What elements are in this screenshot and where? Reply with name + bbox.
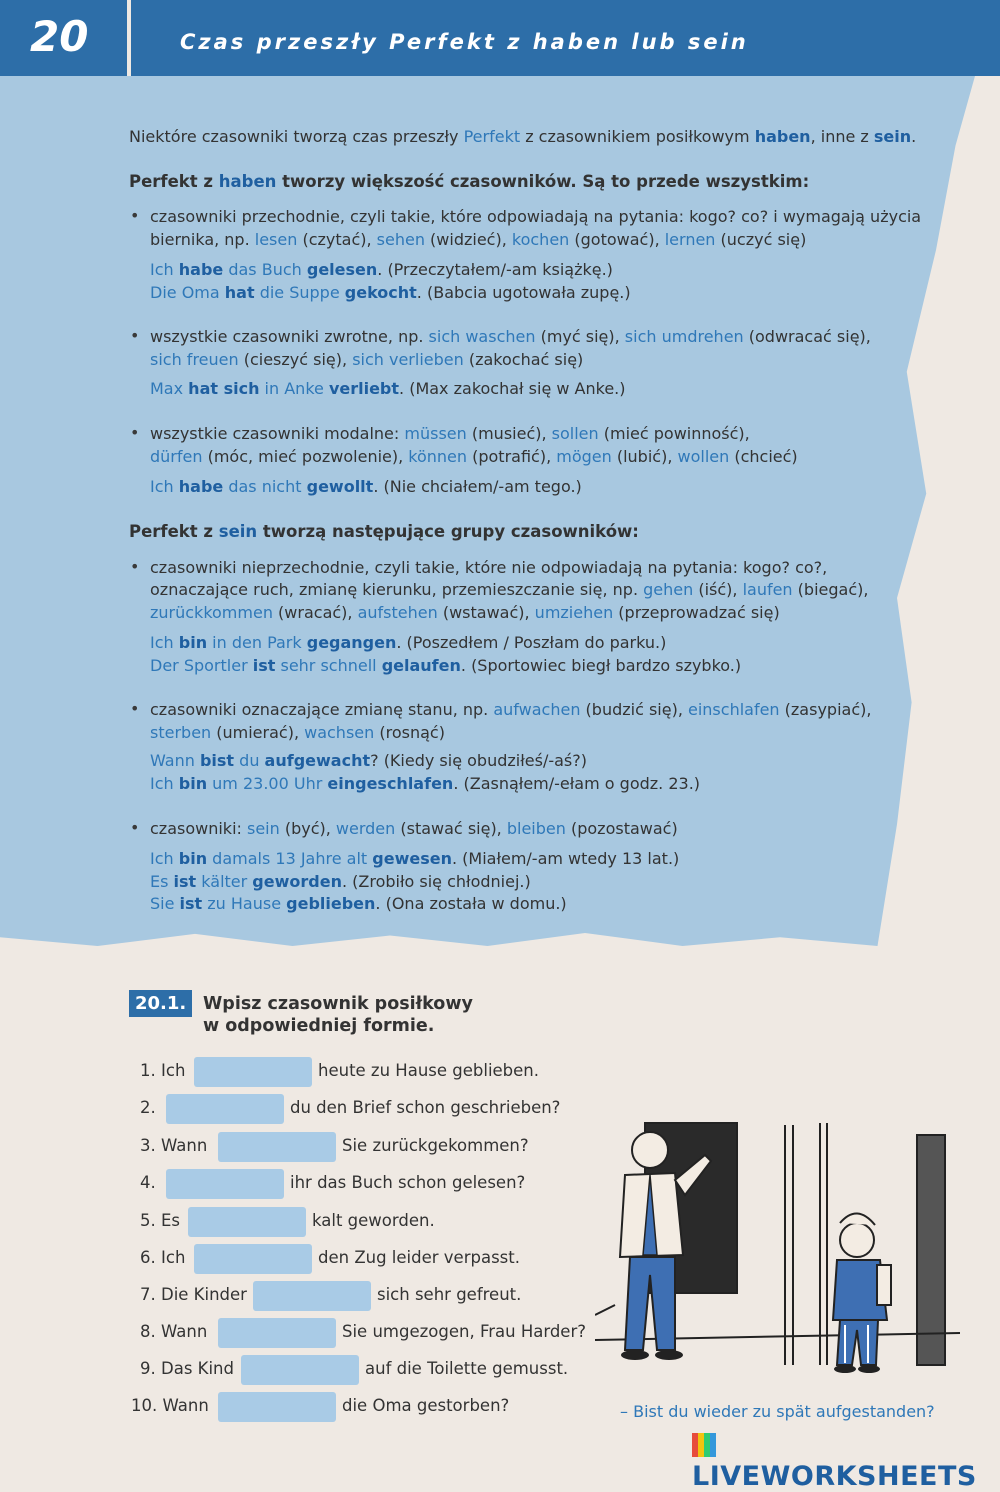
ex: du [234, 751, 265, 770]
item-prefix: Wann [162, 1396, 209, 1415]
item-prefix: Wann [161, 1136, 208, 1155]
ex-translation: ? (Kiedy się obudziłeś/-aś?) [370, 751, 587, 770]
ex: Wann [150, 751, 200, 770]
answer-gap-7[interactable] [253, 1281, 371, 1311]
heading-part: Perfekt z [129, 172, 219, 191]
intro-part: z czasownikiem posiłkowym [520, 127, 755, 146]
ex-aux: bin [178, 774, 208, 793]
bullet6-example2 [150, 871, 531, 893]
heading-part: Perfekt z [129, 522, 219, 541]
item-prefix: Die Kinder [161, 1285, 247, 1304]
ex-aux: ist [252, 656, 276, 675]
item-prefix: Ich [161, 1061, 186, 1080]
text: czasowniki: [150, 819, 247, 838]
ex-aux: hat [224, 283, 255, 302]
bullet-dot: • [130, 326, 140, 345]
ex-participle: gewollt [306, 477, 374, 496]
term: bleiben [506, 819, 566, 838]
text: oznaczające ruch, zmianę kierunku, przemieszczanie się, np. [150, 580, 644, 599]
term: gehen [643, 580, 694, 599]
bullet5-line1 [150, 699, 871, 721]
intro-haben: haben [754, 127, 811, 146]
ex-aux: habe [178, 477, 224, 496]
exercise-item-6 [140, 1248, 185, 1267]
answer-gap-9[interactable] [241, 1355, 359, 1385]
heading-part: tworzą następujące grupy czasowników: [257, 522, 639, 541]
answer-input-4[interactable] [166, 1169, 284, 1199]
answer-gap-6[interactable] [194, 1244, 312, 1274]
item-number: 2. [140, 1098, 156, 1117]
term: sich verlieben [352, 350, 464, 369]
bullet3-line1 [150, 423, 750, 445]
ex: Ich [150, 633, 179, 652]
text: biernika, np. [150, 230, 255, 249]
term: sterben [150, 723, 212, 742]
text: (wracać), [272, 603, 358, 622]
page-header [0, 0, 1000, 76]
term: dürfen [150, 447, 203, 466]
bullet4-example2 [150, 655, 741, 677]
term: sollen [551, 424, 599, 443]
item-number: 9. [140, 1359, 156, 1378]
intro-part: Niektóre czasowniki tworzą czas przeszły [129, 127, 464, 146]
exercise-item-7 [140, 1285, 247, 1304]
bullet1-line2 [150, 229, 806, 251]
ex-participle: gelaufen [381, 656, 461, 675]
bullet4-line1: czasowniki nieprzechodnie, czyli takie, które nie odpowiadają na pytania: kogo? co?, [150, 558, 828, 577]
item-suffix: Sie zurückgekommen? [342, 1136, 529, 1155]
ex-translation: . (Przeczytałem/-am książkę.) [377, 260, 613, 279]
ex: die Suppe [254, 283, 345, 302]
text: (lubić), [611, 447, 678, 466]
text: wszystkie czasowniki zwrotne, np. [150, 327, 429, 346]
chapter-number: 20 [30, 12, 89, 61]
term: aufwachen [493, 700, 581, 719]
ex-translation: . (Max zakochał się w Anke.) [399, 379, 626, 398]
ex: Es [150, 872, 174, 891]
ex: zu Hause [202, 894, 287, 913]
item-prefix: Es [161, 1211, 181, 1230]
ex-translation: . (Ona została w domu.) [375, 894, 567, 913]
item-number: 6. [140, 1248, 156, 1267]
term: umziehen [534, 603, 614, 622]
answer-input-6[interactable] [194, 1244, 312, 1274]
exercise-title-line: w odpowiedniej formie. [203, 1016, 435, 1036]
header-divider [127, 0, 131, 76]
item-suffix: Sie umgezogen, Frau Harder? [342, 1322, 587, 1341]
ex-aux: bin [178, 849, 208, 868]
ex: in Anke [259, 379, 329, 398]
answer-input-10[interactable] [218, 1392, 336, 1422]
ex-aux: hat sich [188, 379, 260, 398]
text: (iść), [693, 580, 743, 599]
answer-gap-5[interactable] [188, 1207, 306, 1237]
bullet4-line3 [150, 602, 780, 624]
ex: damals 13 Jahre alt [207, 849, 373, 868]
exercise-item-3 [140, 1136, 207, 1155]
intro-term: Perfekt [463, 127, 521, 146]
item-suffix: kalt geworden. [312, 1211, 435, 1230]
term: mögen [556, 447, 612, 466]
term: können [408, 447, 468, 466]
text: (rosnąć) [374, 723, 445, 742]
term: wachsen [304, 723, 375, 742]
answer-gap-8[interactable] [218, 1318, 336, 1348]
item-suffix: du den Brief schon geschrieben? [290, 1098, 561, 1117]
answer-gap-3[interactable] [218, 1132, 336, 1162]
answer-gap-4[interactable] [166, 1169, 284, 1199]
term: sich umdrehen [624, 327, 744, 346]
exercise-title-line: Wpisz czasownik posiłkowy [203, 994, 473, 1014]
ex-participle: geblieben [286, 894, 376, 913]
ex: Die Oma [150, 283, 225, 302]
term: zurückkommen [150, 603, 273, 622]
text: (zakochać się) [463, 350, 584, 369]
item-suffix: ihr das Buch schon gelesen? [290, 1173, 526, 1192]
item-suffix: die Oma gestorben? [342, 1396, 510, 1415]
intro-sein: sein [873, 127, 912, 146]
ex: um 23.00 Uhr [207, 774, 328, 793]
item-number: 1. [140, 1061, 156, 1080]
ex-translation: . (Sportowiec biegł bardzo szybko.) [460, 656, 742, 675]
item-prefix: Wann [161, 1322, 208, 1341]
item-number: 10. [131, 1396, 158, 1415]
ex-translation: . (Zrobiło się chłodniej.) [341, 872, 531, 891]
text: (stawać się), [395, 819, 507, 838]
text: (musieć), [466, 424, 552, 443]
item-prefix: Das Kind [161, 1359, 234, 1378]
text: (myć się), [535, 327, 625, 346]
term: sehen [376, 230, 425, 249]
ex: Ich [150, 477, 179, 496]
term: sich waschen [428, 327, 536, 346]
text: (widzieć), [424, 230, 512, 249]
text: (uczyć się) [715, 230, 807, 249]
brand-name: LIVEWORKSHEETS [692, 1461, 977, 1492]
answer-input-5[interactable] [188, 1207, 306, 1237]
liveworksheets-logo [692, 1430, 1000, 1492]
exercise-item-10 [131, 1396, 209, 1415]
answer-input-1[interactable] [194, 1057, 312, 1087]
item-suffix: auf die Toilette gemusst. [365, 1359, 569, 1378]
intro-part: . [911, 127, 917, 146]
term: laufen [742, 580, 793, 599]
ex-translation: . (Nie chciałem/-am tego.) [373, 477, 582, 496]
ex: Der Sportler [150, 656, 253, 675]
answer-input-9[interactable] [241, 1355, 359, 1385]
bullet6-example3 [150, 893, 567, 915]
item-number: 4. [140, 1173, 156, 1192]
item-number: 8. [140, 1322, 156, 1341]
ex-translation: . (Zasnąłem/-ełam o godz. 23.) [453, 774, 701, 793]
bullet2-line1 [150, 326, 871, 348]
exercise-item-9 [140, 1359, 234, 1378]
term: wollen [677, 447, 730, 466]
term: sein [246, 819, 280, 838]
text: (czytać), [297, 230, 377, 249]
text: (umierać), [211, 723, 305, 742]
text: (przeprowadzać się) [613, 603, 780, 622]
ex: das nicht [223, 477, 307, 496]
ex-participle: gewesen [372, 849, 452, 868]
text: (cieszyć się), [238, 350, 353, 369]
answer-input-8[interactable] [218, 1318, 336, 1348]
heading-sein: sein [218, 522, 258, 541]
bullet1-example1 [150, 259, 613, 281]
bullet-dot: • [130, 557, 140, 576]
ex: Ich [150, 260, 179, 279]
text: czasowniki oznaczające zmianę stanu, np. [150, 700, 494, 719]
bullet6-line1 [150, 818, 678, 840]
text: (odwracać się), [743, 327, 871, 346]
bullet6-example1 [150, 848, 679, 870]
item-suffix: sich sehr gefreut. [377, 1285, 522, 1304]
ex: Sie [150, 894, 180, 913]
answer-gap-10[interactable] [218, 1392, 336, 1422]
intro-text [129, 126, 916, 148]
text: (być), [279, 819, 336, 838]
ex-participle: gelesen [306, 260, 378, 279]
text: (potrafić), [467, 447, 557, 466]
ex-participle: verliebt [328, 379, 400, 398]
term: lesen [254, 230, 298, 249]
heading-haben: haben [218, 172, 277, 191]
bullet5-example2 [150, 773, 700, 795]
exercise-item-8 [140, 1322, 207, 1341]
term: müssen [404, 424, 467, 443]
text: (gotować), [569, 230, 665, 249]
term: lernen [664, 230, 716, 249]
item-number: 7. [140, 1285, 156, 1304]
cartoon-caption: – Bist du wieder zu spät aufgestanden? [620, 1402, 935, 1421]
answer-input-7[interactable] [253, 1281, 371, 1311]
exercise-item-2 [140, 1098, 156, 1117]
text: (zasypiać), [779, 700, 872, 719]
exercise-title [203, 993, 473, 1037]
ex-aux: ist [173, 872, 197, 891]
cartoon-illustration [595, 1115, 965, 1395]
text: (chcieć) [729, 447, 798, 466]
answer-input-3[interactable] [218, 1132, 336, 1162]
chapter-title: Czas przeszły Perfekt z haben lub sein [180, 30, 749, 54]
bullet1-line1: czasowniki przechodnie, czyli takie, które odpowiadają na pytania: kogo? co? i wymagają użycia [150, 207, 922, 226]
exercise-item-5 [140, 1211, 180, 1230]
bullet-dot: • [130, 423, 140, 442]
bullet-dot: • [130, 699, 140, 718]
text: (biegać), [792, 580, 869, 599]
text: (mieć powinność), [598, 424, 750, 443]
ex-aux: habe [178, 260, 224, 279]
answer-input-2[interactable] [166, 1094, 284, 1124]
ex-aux: bin [178, 633, 208, 652]
ex: in den Park [207, 633, 307, 652]
item-suffix: heute zu Hause geblieben. [318, 1061, 540, 1080]
ex-aux: ist [179, 894, 203, 913]
bullet3-example1 [150, 476, 582, 498]
term: kochen [511, 230, 570, 249]
bullet-dot: • [130, 818, 140, 837]
text: (wstawać), [437, 603, 535, 622]
bullet3-line2 [150, 446, 798, 468]
term: aufstehen [357, 603, 438, 622]
ex-translation: . (Babcia ugotowała zupę.) [416, 283, 631, 302]
sein-heading [129, 521, 639, 543]
ex-participle: gekocht [344, 283, 417, 302]
exercise-item-1 [140, 1061, 185, 1080]
item-prefix: Ich [161, 1248, 186, 1267]
ex: sehr schnell [275, 656, 382, 675]
term: werden [335, 819, 396, 838]
term: einschlafen [688, 700, 780, 719]
ex-translation: . (Miałem/-am wtedy 13 lat.) [451, 849, 680, 868]
bullet1-example2 [150, 282, 631, 304]
answer-gap-1[interactable] [194, 1057, 312, 1087]
ex-participle: eingeschlafen [327, 774, 454, 793]
item-number: 3. [140, 1136, 156, 1155]
bullet2-line2 [150, 349, 583, 371]
answer-gap-2[interactable] [166, 1094, 284, 1124]
item-suffix: den Zug leider verpasst. [318, 1248, 520, 1267]
text: wszystkie czasowniki modalne: [150, 424, 405, 443]
ex-participle: gegangen [306, 633, 397, 652]
haben-heading [129, 171, 809, 193]
brand-icon [692, 1433, 716, 1457]
bullet5-line2 [150, 722, 445, 744]
ex: das Buch [223, 260, 307, 279]
student-figure [833, 1213, 891, 1373]
bullet4-example1 [150, 632, 666, 654]
ex-aux: bist [199, 751, 235, 770]
ex: kälter [196, 872, 253, 891]
ex: Max [150, 379, 189, 398]
text: (pozostawać) [565, 819, 678, 838]
bullet2-example1 [150, 378, 626, 400]
heading-part: tworzy większość czasowników. Są to przede wszystkim: [276, 172, 810, 191]
bullet-dot: • [130, 206, 140, 225]
exercise-item-4 [140, 1173, 156, 1192]
item-number: 5. [140, 1211, 156, 1230]
text: (budzić się), [580, 700, 688, 719]
ex-participle: aufgewacht [264, 751, 371, 770]
bullet5-example1 [150, 750, 587, 772]
exercise-number: 20.1. [129, 990, 192, 1017]
intro-part: , inne z [810, 127, 874, 146]
ex: Ich [150, 774, 179, 793]
ex-translation: . (Poszedłem / Poszłam do parku.) [396, 633, 667, 652]
text: (móc, mieć pozwolenie), [202, 447, 409, 466]
term: sich freuen [150, 350, 239, 369]
bullet4-line2 [150, 579, 868, 601]
ex: Ich [150, 849, 179, 868]
ex-participle: geworden [252, 872, 342, 891]
